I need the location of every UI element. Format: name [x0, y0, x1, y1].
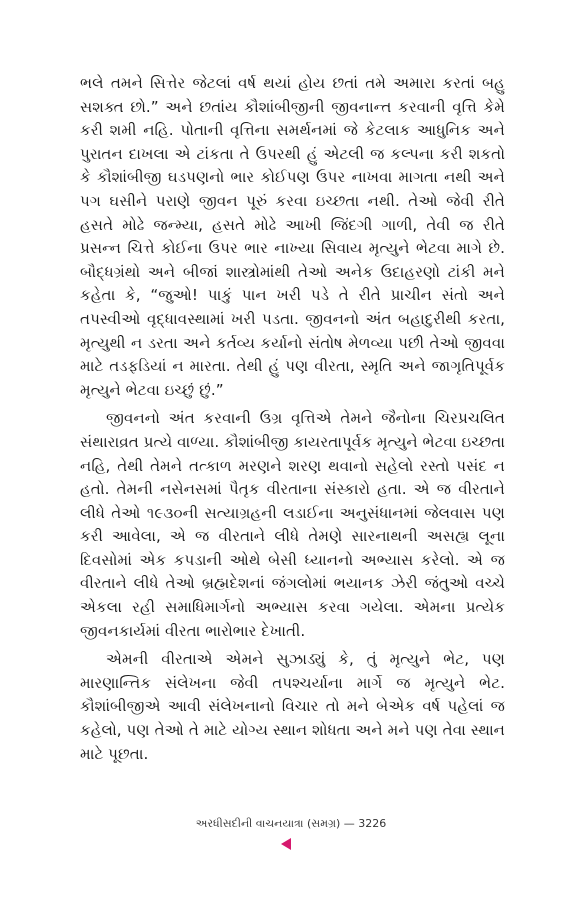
- paragraph-1: ભલે તમને સિત્તેર જેટલાં વર્ષ થયાં હોય છતાં તમે અમારા કરતાં બહુ સશક્ત છો.” અને છતાંય કૌશાંબીજીની જીવનાન્ત કરવાની વૃત્તિ કેમે કરી શમી નહિ. પોતાની વૃત્તિના સમર્થનમાં જે કેટલાક આધુનિક અને પુરાતન દાખલા એ ટાંકતા તે ઉપરથી હું એટલી જ કલ્પના કરી શકતો કે કૌશાંબીજી ઘડપણનો ભાર કોઈપણ ઉપર નાખવા માગતા નથી અને પગ ઘસીને પરાણે જીવન પૂરું કરવા ઇચ્છતા નથી. તેઓ જેવી રીતે હસતે મોઢે જન્મ્યા, હસતે મોઢે આખી જિંદગી ગાળી, તેવી જ રીતે પ્રસન્ન ચિત્તે કોઈના ઉપર ભાર નાખ્યા સિવાય મૃત્યુને ભેટવા માગે છે. બૌદ્ધગ્રંથો અને બીજાં શાસ્ત્રોમાંથી તેઓ અનેક ઉદાહરણો ટાંકી મને કહેતા કે, “જુઓ! પાકું પાન ખરી પડે તે રીતે પ્રાચીન સંતો અને તપસ્વીઓ વૃદ્ધાવસ્થામાં ખરી પડતા. જીવનનો અંત બહાદુરીથી કરતા, મૃત્યુથી ન ડરતા અને કર્તવ્ય કર્યાનો સંતોષ મેળવ્યા પછી તેઓ જીવવા માટે તડફડિયાં ન મારતા. તેથી હું પણ વીરતા, સ્મૃતિ અને જાગૃતિપૂર્વક મૃત્યુને ભેટવા ઇચ્છું છું.”: [80, 74, 505, 399]
- previous-page-arrow-icon[interactable]: [281, 838, 291, 850]
- page-footer: અરધીસદીની વાચનયાત્રા (સમગ્ર) — 3226: [195, 817, 387, 830]
- paragraph-3: એમની વીરતાએ એમને સુઝાડ્યું કે, તું મૃત્યુને ભેટ, પણ મારણાન્તિક સંલેખના જેવી તપશ્ચર્યાના માર્ગે જ મૃત્યુને ભેટ. કૌશાંબીજીએ આવી સંલેખનાનો વિચાર તો મને બેએક વર્ષ પહેલાં જ કહેલો, પણ તેઓ તે માટે યોગ્ય સ્થાન શોધતા અને મને પણ તેવા સ્થાન માટે પૂછતા.: [80, 650, 505, 763]
- paragraph-2: જીવનનો અંત કરવાની ઉગ્ર વૃત્તિએ તેમને જૈનોના ચિરપ્રચલિત સંથારાવ્રત પ્રત્યે વાળ્યા. કૌશાંબીજી કાયરતાપૂર્વક મૃત્યુને ભેટવા ઇચ્છતા નહિ, તેથી તેમને તત્કાળ મરણને શરણ થવાનો સહેલો રસ્તો પસંદ ન હતો. તેમની નસેનસમાં પૈતૃક વીરતાના સંસ્કારો હતા. એ જ વીરતાને લીધે તેઓ ૧૯૩૦ની સત્યાગ્રહની લડાઈના અનુસંધાનમાં જેલવાસ પણ કરી આવેલા, એ જ વીરતાને લીધે તેમણે સારનાથની અસહ્ય લૂના દિવસોમાં એક કપડાની ઓથે બેસી ધ્યાનનો અભ્યાસ કરેલો. એ જ વીરતાને લીધે તેઓ બ્રહ્મદેશનાં જંગલોમાં ભયાનક ઝેરી જંતુઓ વચ્ચે એકલા રહી સમાધિમાર્ગનો અભ્યાસ કરવા ગયેલા. એમના પ્રત્યેક જીવનકાર્યમાં વીરતા ભારોભાર દેખાતી.: [80, 409, 505, 640]
- page-body: [80, 72, 505, 766]
